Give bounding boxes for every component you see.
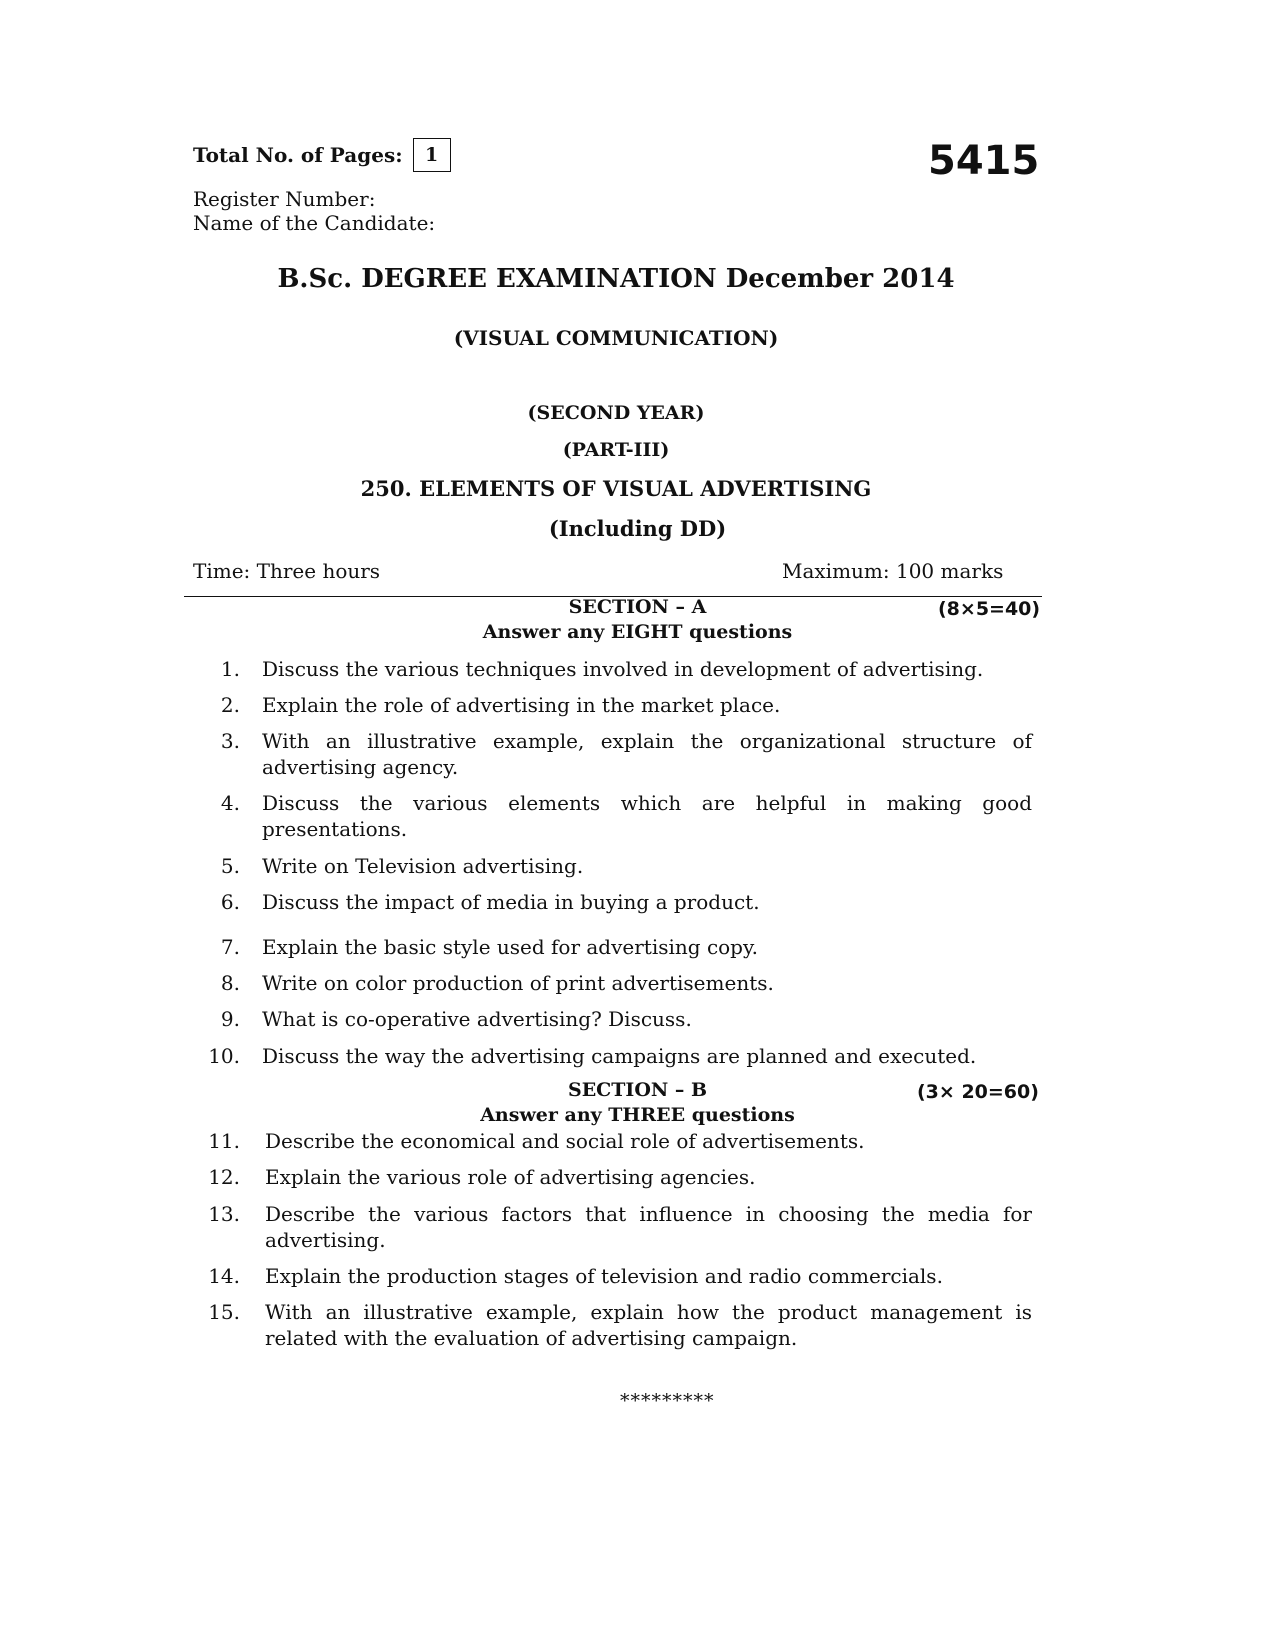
- question-text: Explain the various role of advertising agencies.: [265, 1165, 756, 1189]
- section-b-instruction: Answer any THREE questions: [480, 1104, 795, 1126]
- question-text: Discuss the impact of media in buying a product.: [262, 890, 760, 914]
- question-text: Explain the role of advertising in the market place.: [262, 693, 781, 717]
- question-number: 13.: [208, 1202, 240, 1226]
- section-b-heading: SECTION – B: [567, 1079, 708, 1101]
- question-text: Explain the basic style used for advertising copy.: [262, 935, 758, 959]
- question-number: 9.: [220, 1007, 240, 1031]
- question-number: 14.: [208, 1264, 240, 1288]
- question-number: 1.: [220, 657, 240, 681]
- question-number: 11.: [208, 1129, 240, 1153]
- exam-max-marks: Maximum: 100 marks: [782, 559, 1004, 583]
- question-number: 4.: [220, 791, 240, 815]
- section-a-marks: (8×5=40): [938, 598, 1041, 620]
- end-marker: *********: [620, 1390, 715, 1412]
- question-number: 3.: [220, 729, 240, 753]
- section-b-marks: (3× 20=60): [917, 1081, 1039, 1103]
- question-text: Discuss the various techniques involved in development of advertising.: [262, 657, 984, 681]
- question-text: Describe the various factors that influence in choosing the media for advertising.: [265, 1202, 1032, 1252]
- question-text: Discuss the way the advertising campaigns are planned and executed.: [262, 1044, 977, 1068]
- question-text: What is co-operative advertising? Discuss.: [262, 1007, 692, 1031]
- question-number: 8.: [220, 971, 240, 995]
- question-text: Describe the economical and social role of advertisements.: [265, 1129, 865, 1153]
- section-a-instruction: Answer any EIGHT questions: [482, 621, 793, 643]
- exam-part: (PART-III): [562, 439, 670, 461]
- exam-subject: (VISUAL COMMUNICATION): [453, 326, 779, 350]
- total-pages-value: 1: [413, 138, 451, 172]
- question-text: Write on Television advertising.: [262, 854, 584, 878]
- question-number: 2.: [220, 693, 240, 717]
- register-number-label: Register Number:: [193, 187, 376, 211]
- question-text: Discuss the various elements which are helpful in making good presentations.: [262, 791, 1032, 841]
- question-number: 5.: [220, 854, 240, 878]
- paper-title: 250. ELEMENTS OF VISUAL ADVERTISING: [360, 476, 872, 501]
- question-text: With an illustrative example, explain the organizational structure of advertising agency.: [262, 729, 1032, 779]
- question-text: Explain the production stages of television and radio commercials.: [265, 1264, 943, 1288]
- exam-year: (SECOND YEAR): [527, 402, 705, 424]
- candidate-name-label: Name of the Candidate:: [193, 211, 436, 235]
- question-number: 10.: [208, 1044, 240, 1068]
- paper-including: (Including DD): [548, 516, 727, 541]
- question-number: 7.: [220, 935, 240, 959]
- question-text: Write on color production of print advertisements.: [262, 971, 774, 995]
- total-pages-label: Total No. of Pages:: [193, 143, 403, 167]
- question-text: With an illustrative example, explain how the product management is related with the evaluation of advertising campaign.: [265, 1300, 1032, 1350]
- section-a-heading: SECTION – A: [568, 596, 707, 618]
- paper-code: 5415: [928, 138, 1040, 184]
- question-number: 6.: [220, 890, 240, 914]
- total-pages: [193, 138, 451, 172]
- exam-time: Time: Three hours: [193, 559, 381, 583]
- question-number: 15.: [208, 1300, 240, 1324]
- question-number: 12.: [208, 1165, 240, 1189]
- exam-title: B.Sc. DEGREE EXAMINATION December 2014: [277, 264, 955, 294]
